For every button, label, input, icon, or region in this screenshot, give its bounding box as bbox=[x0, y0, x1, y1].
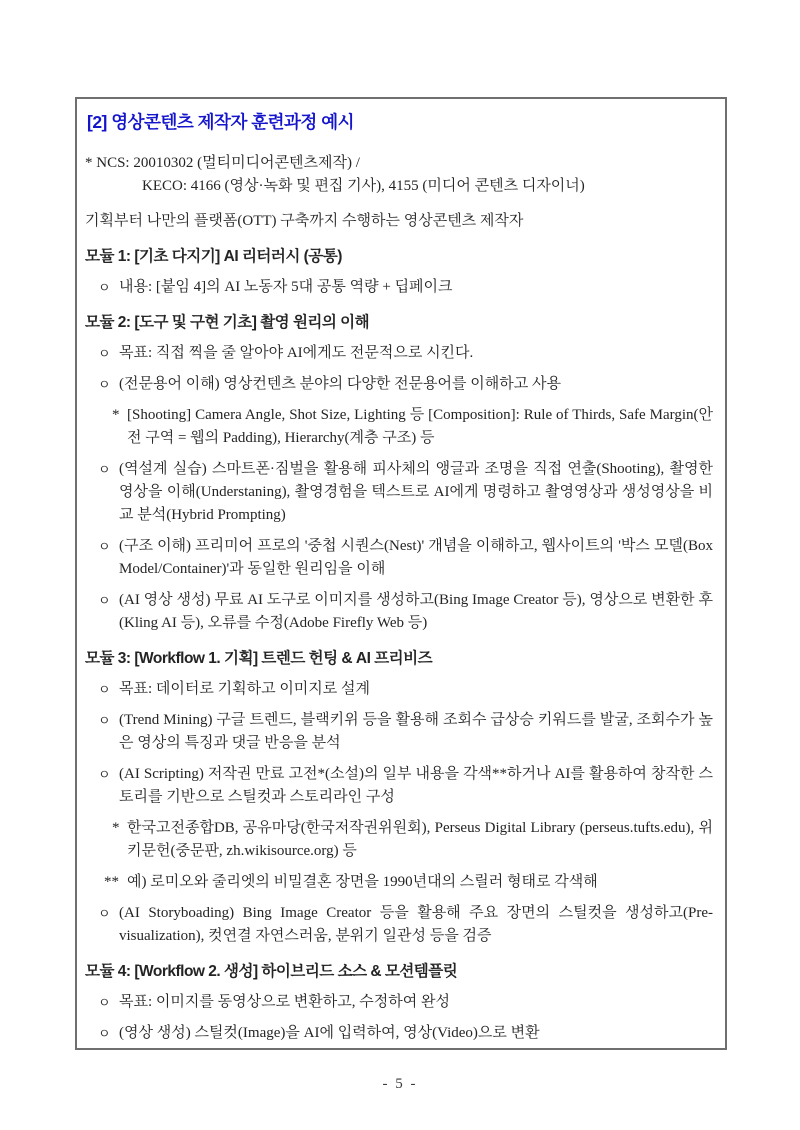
bullet-circle-marker: ㅇ bbox=[98, 539, 111, 554]
module-3-subitem-source-list bbox=[85, 817, 715, 863]
ncs-keco-note bbox=[85, 152, 715, 198]
ncs-line: * NCS: 20010302 (멀티미디어콘텐츠제작) / bbox=[85, 155, 360, 171]
module-4-item-goal bbox=[85, 991, 715, 1014]
double-asterisk-marker: ** bbox=[104, 874, 119, 890]
bullet-circle-marker: ㅇ bbox=[98, 906, 111, 921]
item-text: (역설계 실습) 스마트폰·짐벌을 활용해 피사체의 앵글과 조명을 직접 연출(Shooting), 촬영한 영상을 이해(Understaning), 촬영경험을 텍스트로 AI에게 명령하고 촬영영상과 생성영상을 비교 분석(Hybrid Prompting) bbox=[119, 461, 713, 523]
bullet-circle-marker: ㅇ bbox=[98, 280, 111, 295]
module-4-heading: 모듈 4: [Workflow 2. 생성] 하이브리드 소스 & 모션템플릿 bbox=[85, 963, 458, 980]
item-text: 내용: [붙임 4]의 AI 노동자 5대 공통 역량 + 딥페이크 bbox=[119, 279, 453, 295]
module-2-subitem-shooting-terms bbox=[85, 404, 715, 450]
page-title: [2] 영상콘텐츠 제작자 훈련과정 예시 bbox=[87, 112, 355, 132]
item-text: (구조 이해) 프리미어 프로의 '중첩 시퀀스(Nest)' 개념을 이해하고, 웹사이트의 '박스 모델(Box Model/Container)'과 동일한 원리임을 이해 bbox=[119, 538, 713, 577]
item-text: (AI Storyboading) Bing Image Creator 등을 활용해 주요 장면의 스틸컷을 생성하고(Pre-visualization), 컷연결 자연스러움, 분위기 일관성 등을 검증 bbox=[119, 905, 713, 944]
module-3-item-goal bbox=[85, 678, 715, 701]
module-2-item-terminology bbox=[85, 373, 715, 396]
bullet-circle-marker: ㅇ bbox=[98, 346, 111, 361]
module-4-item-video-generation bbox=[85, 1022, 715, 1045]
module-2-item-ai-video-generation bbox=[85, 589, 715, 635]
bullet-circle-marker: ㅇ bbox=[98, 682, 111, 697]
item-text: 예) 로미오와 줄리엣의 비밀결혼 장면을 1990년대의 스릴러 형태로 각색해 bbox=[127, 874, 598, 890]
item-text: [Shooting] Camera Angle, Shot Size, Lighting 등 [Composition]: Rule of Thirds, Safe Margin(안전 구역 = 웹의 Padding), Hierarchy(계층 구조) 등 bbox=[127, 407, 713, 446]
course-summary: 기획부터 나만의 플랫폼(OTT) 구축까지 수행하는 영상콘텐츠 제작자 bbox=[85, 213, 524, 229]
module-1-item-content bbox=[85, 276, 715, 299]
item-text: (영상 생성) 스틸컷(Image)을 AI에 입력하여, 영상(Video)으로 변환 bbox=[119, 1025, 540, 1041]
item-text: 목표: 직접 찍을 줄 알아야 AI에게도 전문적으로 시킨다. bbox=[119, 345, 474, 361]
module-1-heading: 모듈 1: [기초 다지기] AI 리터러시 (공통) bbox=[85, 248, 342, 265]
item-text: 한국고전종합DB, 공유마당(한국저작권위원회), Perseus Digital Library (perseus.tufts.edu), 위키문헌(중문판, zh.wikisource.org) 등 bbox=[127, 820, 713, 859]
module-2-heading: 모듈 2: [도구 및 구현 기초] 촬영 원리의 이해 bbox=[85, 314, 370, 331]
module-3-item-ai-storyboarding bbox=[85, 902, 715, 948]
item-text: 목표: 데이터로 기획하고 이미지로 설계 bbox=[119, 681, 371, 697]
item-text: (AI Scripting) 저작권 만료 고전*(소설)의 일부 내용을 각색**하거나 AI를 활용하여 창작한 스토리를 기반으로 스틸컷과 스토리라인 구성 bbox=[119, 766, 713, 805]
item-text: 목표: 이미지를 동영상으로 변환하고, 수정하여 완성 bbox=[119, 994, 450, 1010]
bullet-circle-marker: ㅇ bbox=[98, 767, 111, 782]
asterisk-marker: * bbox=[112, 820, 120, 836]
module-2-item-reverse-engineering bbox=[85, 458, 715, 527]
module-3-item-ai-scripting bbox=[85, 763, 715, 809]
module-3-subitem-example bbox=[85, 871, 715, 894]
bullet-circle-marker: ㅇ bbox=[98, 377, 111, 392]
item-text: (전문용어 이해) 영상컨텐츠 분야의 다양한 전문용어를 이해하고 사용 bbox=[119, 376, 561, 392]
bullet-circle-marker: ㅇ bbox=[98, 1026, 111, 1041]
module-2-item-goal bbox=[85, 342, 715, 365]
bullet-circle-marker: ㅇ bbox=[98, 995, 111, 1010]
bullet-circle-marker: ㅇ bbox=[98, 593, 111, 608]
bullet-circle-marker: ㅇ bbox=[98, 462, 111, 477]
module-2-item-structure bbox=[85, 535, 715, 581]
item-text: (Trend Mining) 구글 트렌드, 블랙키위 등을 활용해 조회수 급상승 키워드를 발굴, 조회수가 높은 영상의 특징과 댓글 반응을 분석 bbox=[119, 712, 713, 751]
bullet-circle-marker: ㅇ bbox=[98, 713, 111, 728]
page-number: - 5 - bbox=[382, 1076, 418, 1092]
content-border-box bbox=[75, 97, 727, 1050]
asterisk-marker: * bbox=[112, 407, 120, 423]
item-text: (AI 영상 생성) 무료 AI 도구로 이미지를 생성하고(Bing Image Creator 등), 영상으로 변환한 후(Kling AI 등), 오류를 수정(Adobe Firefly Web 등) bbox=[119, 592, 713, 631]
module-3-item-trend-mining bbox=[85, 709, 715, 755]
module-3-heading: 모듈 3: [Workflow 1. 기획] 트렌드 헌팅 & AI 프리비즈 bbox=[85, 650, 433, 667]
keco-line: KECO: 4166 (영상·녹화 및 편집 기사), 4155 (미디어 콘텐츠 디자이너) bbox=[142, 178, 585, 194]
